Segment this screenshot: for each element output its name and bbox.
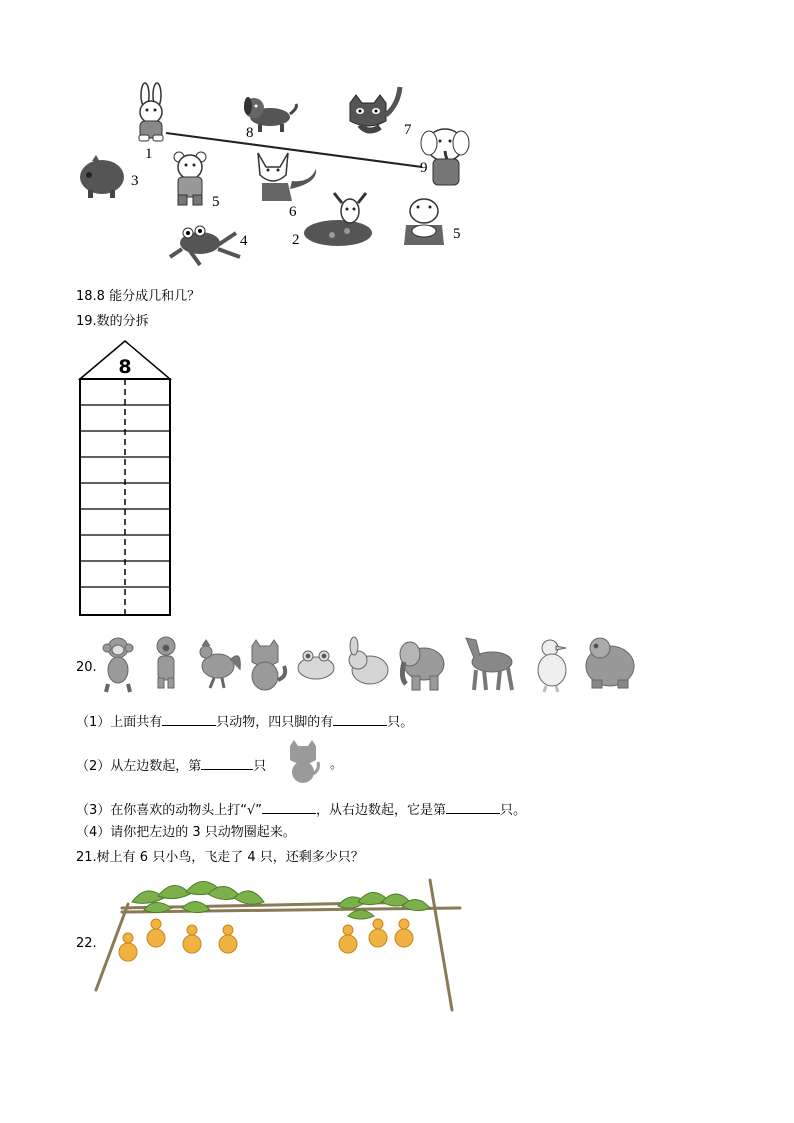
elephant-image-row — [400, 642, 444, 690]
monkey-image — [103, 638, 133, 692]
q20-sub1 — [76, 713, 413, 731]
gourd-trellis-image — [92, 872, 464, 1014]
q20-sub2 — [76, 757, 266, 775]
rabbit-image-row — [349, 637, 388, 684]
dog-image-row — [157, 637, 175, 688]
q20-sub3-text-c: 只。 — [500, 803, 527, 818]
question-19: 19.数的分拆 — [76, 314, 149, 329]
duck-image — [538, 640, 566, 692]
q20-sub3-blank-1[interactable] — [262, 801, 316, 814]
q20-sub1-blank-2[interactable] — [333, 713, 387, 726]
leaves-left — [132, 881, 264, 912]
label-fox: 6 — [289, 204, 297, 220]
label-deer: 2 — [292, 232, 300, 248]
bear-image — [174, 152, 206, 205]
turtle-image — [586, 638, 634, 688]
rooster-image — [200, 640, 240, 688]
fox-image — [258, 153, 316, 201]
q20-sub3-text-a: （3）在你喜欢的动物头上打“√” — [76, 803, 263, 818]
q20-sub2-text-c: 。 — [330, 757, 344, 772]
house-number: 8 — [118, 356, 132, 378]
question-21: 21.树上有 6 只小鸟，飞走了 4 只，还剩多少只？ — [76, 850, 364, 865]
connecting-line — [166, 133, 422, 167]
leaves-right — [338, 892, 430, 919]
gourds-right — [339, 919, 413, 953]
rabbit-image — [139, 83, 163, 141]
elephant-image — [421, 129, 469, 185]
animal-figure-svg — [70, 85, 490, 275]
horse-image — [466, 638, 512, 690]
gourds-left — [119, 919, 237, 961]
frog-image-row — [298, 651, 334, 679]
label-hippo: 5 — [453, 226, 461, 242]
q20-sub1-text-a: （1）上面共有 — [76, 715, 163, 730]
q20-sub3-blank-2[interactable] — [446, 801, 500, 814]
frog-image — [170, 226, 240, 265]
q20-sub4: （4）请你把左边的 3 只动物圈起来。 — [76, 825, 296, 840]
label-frog: 4 — [240, 233, 248, 249]
cat-image — [350, 87, 400, 131]
animal-matching-figure — [70, 85, 490, 275]
q20-sub1-text-b: 只动物，四只脚的有 — [216, 715, 334, 730]
label-bear: 5 — [212, 194, 220, 210]
q20-sub2-blank[interactable] — [201, 757, 253, 770]
question-18: 18.8 能分成几和几？ — [76, 289, 201, 304]
label-elephant: 9 — [420, 160, 428, 176]
pig-image — [80, 155, 124, 198]
q20-sub2-text-a: （2）从左边数起，第 — [76, 759, 202, 774]
q20-sub1-text-c: 只。 — [387, 715, 414, 730]
question-20-number: 20. — [76, 660, 97, 675]
number-house-diagram — [78, 339, 174, 619]
question-22-number: 22. — [76, 936, 97, 951]
label-cat: 7 — [404, 122, 412, 138]
label-rabbit: 1 — [145, 146, 153, 162]
cat-icon-inline — [286, 740, 322, 784]
hippo-image — [404, 199, 444, 245]
animal-row — [96, 632, 648, 694]
q20-sub3-text-b: ，从右边数起，它是第 — [316, 803, 447, 818]
q20-sub1-blank-1[interactable] — [162, 713, 216, 726]
deer-image — [304, 193, 372, 246]
cat-image-row — [252, 640, 285, 690]
q20-sub2-text-b: 只 — [253, 759, 267, 774]
q20-sub3 — [76, 801, 526, 819]
label-dog: 8 — [246, 125, 254, 141]
label-pig: 3 — [131, 173, 139, 189]
